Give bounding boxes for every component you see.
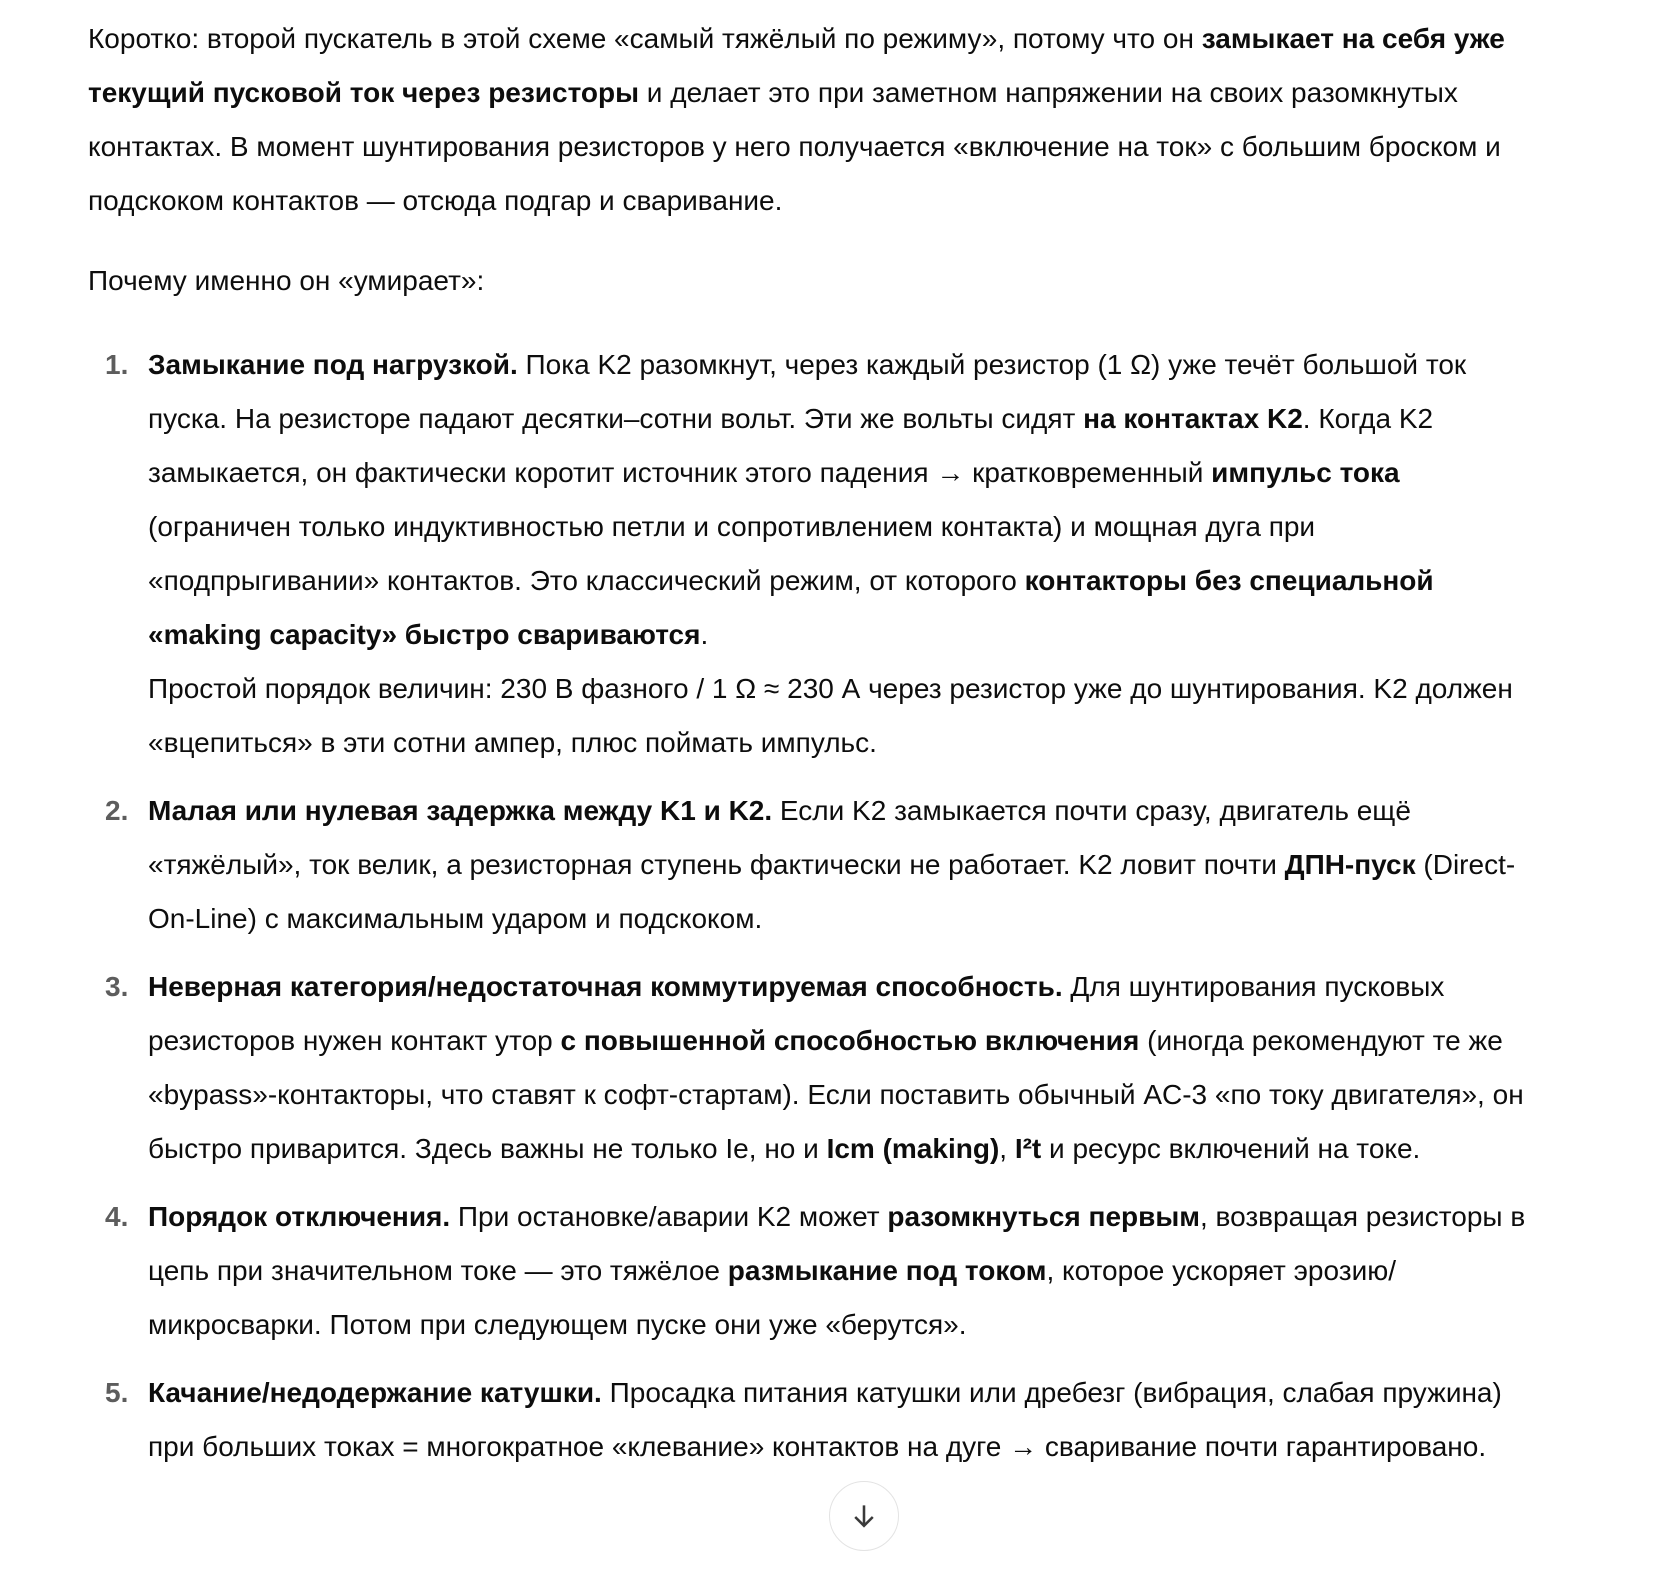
list-item-body — [148, 784, 1538, 946]
list-item-paragraph: Замыкание под нагрузкой. Пока K2 разомкнут, через каждый резистор (1 Ω) уже течёт большой ток пуска. На резисторе падают десятки–сотни вольт. Эти же вольты сидят на контактах K2. Когда K2 замыкается, он фактически коротит источник этого падения → кратковременный импульс тока (ограничен только индуктивностью петли и сопротивлением контакта) и мощная дуга при «подпрыгивании» контактов. Это классический режим, от которого контакторы без специальной «making capacity» быстро свариваются. — [148, 349, 1467, 650]
list-item — [88, 960, 1538, 1176]
list-item-number: 4. — [105, 1201, 129, 1232]
list-item — [88, 338, 1538, 770]
why-heading: Почему именно он «умирает»: — [88, 265, 485, 296]
list-item — [88, 1190, 1538, 1352]
list-item-body — [148, 960, 1538, 1176]
scroll-to-bottom-button[interactable] — [829, 1481, 899, 1551]
list-item — [88, 784, 1538, 946]
list-item-body — [148, 338, 1538, 770]
list-item — [88, 1366, 1538, 1474]
list-item-paragraph: Качание/недодержание катушки. Просадка питания катушки или дребезг (вибрация, слабая пружина) при больших токах = многократное «клевание» контактов на дуге → сваривание почти гарантировано. — [148, 1377, 1502, 1462]
list-item-paragraph: Порядок отключения. При остановке/аварии K2 может разомкнуться первым, возвращая резисторы в цепь при значительном токе — это тяжёлое размыкание под током, которое ускоряет эрозию/микросварки. Потом при следующем пуске они уже «берутся». — [148, 1201, 1526, 1340]
list-item-paragraph: Неверная категория/недостаточная коммутируемая способность. Для шунтирования пусковых резисторов нужен контакт утор с повышенной способностью включения (иногда рекомендуют те же «bypass»-контакторы, что ставят к софт-стартам). Если поставить обычный AC-3 «по току двигателя», он быстро приварится. Здесь важны не только Ie, но и Icm (making), I²t и ресурс включений на токе. — [148, 971, 1524, 1164]
list-item-body — [148, 1366, 1538, 1474]
arrow-down-icon — [847, 1499, 881, 1533]
list-item-paragraph: Малая или нулевая задержка между K1 и K2. Если K2 замыкается почти сразу, двигатель ещё «тяжёлый», ток велик, а резисторная ступень фактически не работает. K2 ловит почти ДПН-пуск (Direct-On-Line) с максимальным ударом и подскоком. — [148, 795, 1516, 934]
list-item-number: 5. — [105, 1377, 129, 1408]
list-item-paragraph: Простой порядок величин: 230 В фазного / 1 Ω ≈ 230 А через резистор уже до шунтирования. K2 должен «вцепиться» в эти сотни ампер, плюс поймать импульс. — [148, 673, 1513, 758]
intro-paragraph: Коротко: второй пускатель в этой схеме «самый тяжёлый по режиму», потому что он замыкает на себя уже текущий пусковой ток через резисторы и делает это при заметном напряжении на своих разомкнутых контактах. В момент шунтирования резисторов у него получается «включение на ток» с большим броском и подскоком контактов — отсюда подгар и сваривание. — [88, 23, 1505, 216]
list-item-number: 2. — [105, 795, 129, 826]
list-item-number: 3. — [105, 971, 129, 1002]
list-item-body — [148, 1190, 1538, 1352]
reasons-list — [88, 338, 1538, 1474]
list-item-number: 1. — [105, 349, 129, 380]
